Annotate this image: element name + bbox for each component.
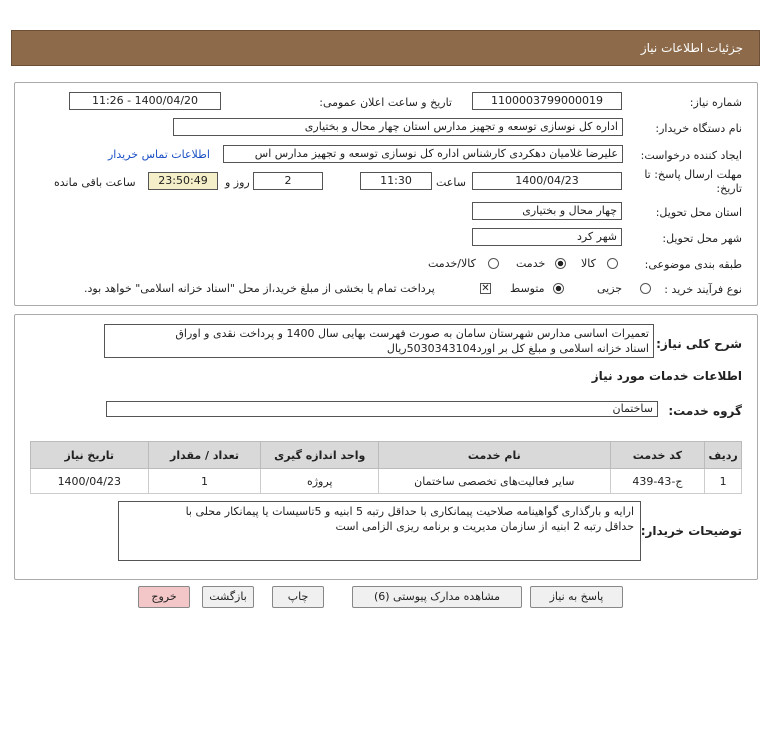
col-service-code: کد خدمت: [610, 442, 705, 469]
table-row: [31, 469, 742, 494]
buyer-notes-line-2: حداقل رتبه 2 ابنیه از سازمان مدیریت و برنامه ریزی الزامی است: [335, 520, 634, 533]
services-table-header: [31, 442, 742, 469]
creator-field: علیرضا غلامیان دهکردی کارشناس اداره کل نوسازی توسعه و تجهیز مدارس اس: [223, 145, 623, 163]
category-goods-service-label: کالا/خدمت: [428, 257, 476, 270]
col-need-date: تاریخ نیاز: [31, 442, 149, 469]
cell-service-code: ج-43-439: [610, 469, 705, 494]
process-medium-label: متوسط: [510, 282, 545, 295]
category-radio-goods[interactable]: [607, 258, 618, 269]
back-button[interactable]: بازگشت: [202, 586, 254, 608]
category-radio-goods-service[interactable]: [488, 258, 499, 269]
category-radio-service[interactable]: [555, 258, 566, 269]
deadline-time-field: 11:30: [360, 172, 432, 190]
creator-label: ایجاد کننده درخواست:: [640, 149, 742, 162]
process-minor-label: جزیی: [597, 282, 623, 295]
announce-field: 1400/04/20 - 11:26: [69, 92, 221, 110]
description-label: شرح کلی نیاز:: [656, 337, 742, 351]
print-button[interactable]: چاپ: [272, 586, 324, 608]
col-row: ردیف: [705, 442, 742, 469]
need-number-label: شماره نیاز:: [689, 96, 742, 109]
category-goods-label: کالا: [581, 257, 596, 270]
days-label: روز و: [225, 176, 250, 189]
cell-service-name: سایر فعالیت‌های تخصصی ساختمان: [378, 469, 610, 494]
buyer-field: اداره کل نوسازی توسعه و تجهیز مدارس استان چهار محال و بختیاری: [173, 118, 623, 136]
deadline-time-label: ساعت: [436, 176, 466, 189]
description-line-2: اسناد خزانه اسلامی و مبلغ کل بر اورد5030343104ریال: [386, 342, 649, 355]
services-table: [30, 441, 742, 494]
city-label: شهر محل تحویل:: [662, 232, 742, 245]
col-service-name: نام خدمت: [378, 442, 610, 469]
service-group-label: گروه خدمت:: [668, 404, 742, 418]
remaining-label: ساعت باقی مانده: [54, 176, 136, 189]
treasury-checkbox[interactable]: ✕: [481, 283, 490, 294]
services-section-title: اطلاعات خدمات مورد نیاز: [591, 369, 742, 383]
category-label: طبقه بندی موضوعی:: [644, 258, 742, 271]
process-radio-medium[interactable]: [553, 283, 564, 294]
service-group-field: ساختمان: [106, 401, 658, 417]
need-number-field: 1100003799000019: [472, 92, 622, 110]
process-radio-minor[interactable]: [640, 283, 651, 294]
col-unit: واحد اندازه گیری: [261, 442, 379, 469]
cell-quantity: 1: [148, 469, 261, 494]
exit-button[interactable]: خروج: [138, 586, 190, 608]
contact-buyer-link[interactable]: اطلاعات تماس خریدار: [108, 148, 210, 161]
payment-note: پرداخت تمام یا بخشی از مبلغ خرید،از محل "اسناد خزانه اسلامی" خواهد بود.: [84, 282, 435, 295]
buyer-notes-box: [118, 501, 641, 561]
buyer-label: نام دستگاه خریدار:: [655, 122, 742, 135]
description-box: [104, 324, 654, 358]
remaining-time-field: 23:50:49: [148, 172, 218, 190]
province-field: چهار محال و بختیاری: [472, 202, 622, 220]
days-field: 2: [253, 172, 323, 190]
process-label: نوع فرآیند خرید :: [664, 283, 742, 296]
province-label: استان محل تحویل:: [655, 206, 742, 219]
city-field: شهر کرد: [472, 228, 622, 246]
col-quantity: تعداد / مقدار: [148, 442, 261, 469]
attachments-button[interactable]: مشاهده مدارک پیوستی (6): [352, 586, 522, 608]
cell-row: 1: [705, 469, 742, 494]
announce-label: تاریخ و ساعت اعلان عمومی:: [319, 96, 452, 109]
page-header: [11, 30, 760, 66]
deadline-date-field: 1400/04/23: [472, 172, 622, 190]
reply-button[interactable]: پاسخ به نیاز: [530, 586, 623, 608]
page-title: جزئیات اطلاعات نیاز: [640, 41, 743, 55]
cell-need-date: 1400/04/23: [31, 469, 149, 494]
description-line-1: تعمیرات اساسی مدارس شهرستان سامان به صورت فهرست بهایی سال 1400 و پرداخت نقدی و اوراق: [175, 327, 649, 340]
buyer-notes-label: توضیحات خریدار:: [640, 524, 742, 538]
deadline-label: مهلت ارسال پاسخ: تا تاریخ:: [644, 168, 742, 195]
cell-unit: پروژه: [261, 469, 379, 494]
category-service-label: خدمت: [516, 257, 546, 270]
buyer-notes-line-1: ارایه و بارگذاری گواهینامه صلاحیت پیمانکاری با حداقل رتبه 5 ابنیه و 5تاسیسات یا پیمانکار محلی با: [185, 505, 634, 518]
